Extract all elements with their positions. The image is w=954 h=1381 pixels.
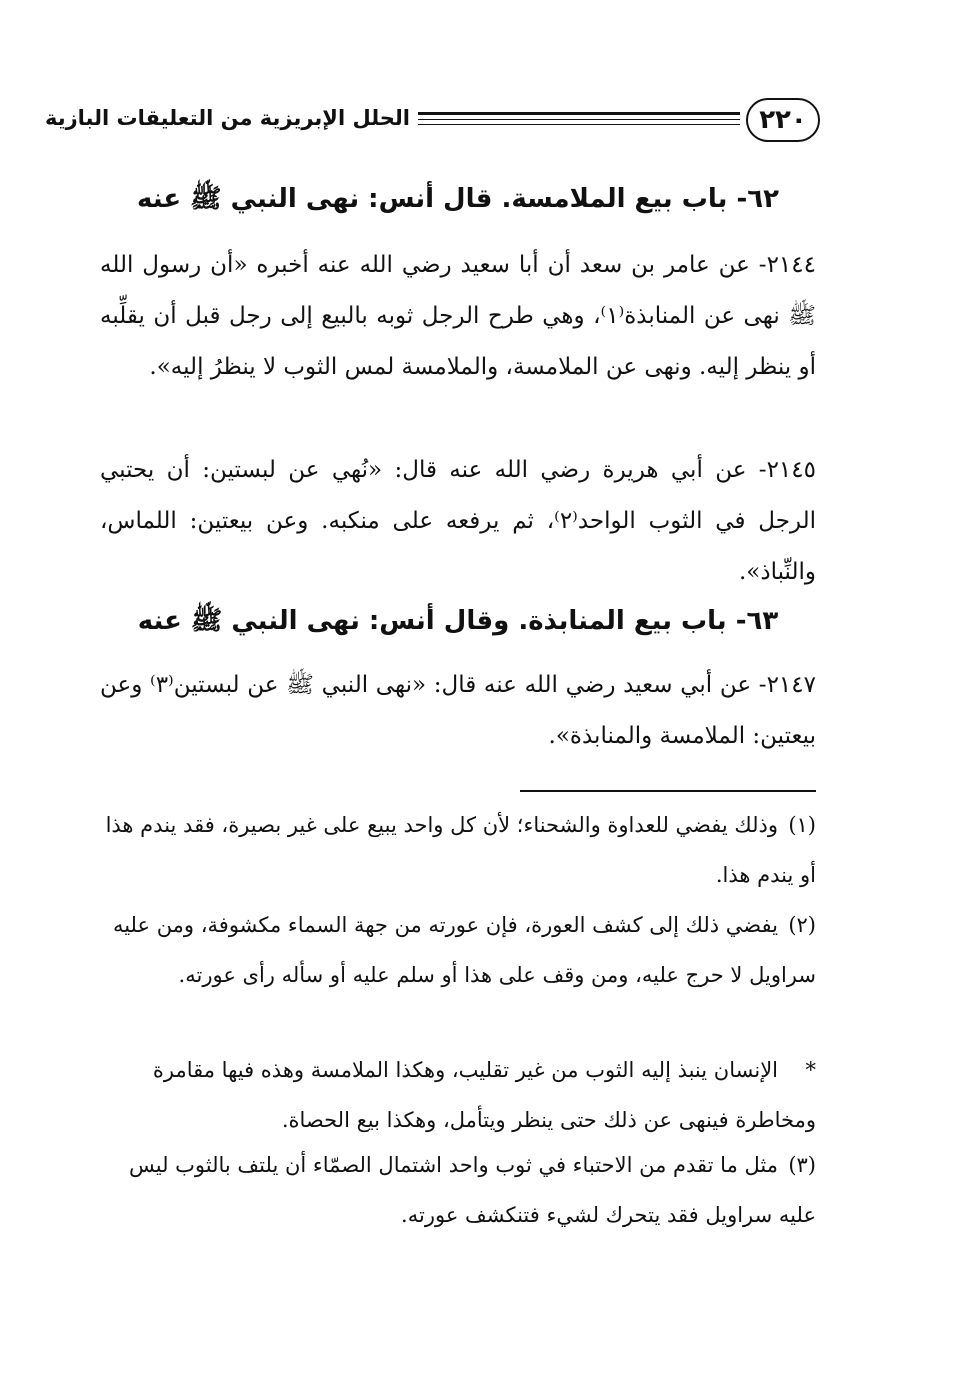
hadith-2147: ٢١٤٧- عن أبي سعيد رضي الله عنه قال: «نهى النبي ﷺ عن لبستين⁽٣⁾ وعن بيعتين: الملامسة والمنابذة». <box>100 672 816 749</box>
footnote-mark: (١) <box>788 813 816 837</box>
header-rule <box>418 124 740 125</box>
page-number: ٢٢٠ <box>746 98 820 142</box>
footnote-text: الإنسان ينبذ إليه الثوب من غير تقليب، وهكذا الملامسة وهذه فيها مقامرة ومخاطرة فينهى عن ذلك حتى ينظر ويتأمل، وهكذا بيع الحصاة. <box>152 1058 816 1132</box>
footnote-mark: * <box>805 1058 816 1082</box>
footnote-1 <box>100 800 816 900</box>
page-header <box>44 98 820 148</box>
footnote-text: مثل ما تقدم من الاحتباء في ثوب واحد اشتمال الصمّاء أن يلتف بالثوب ليس عليه سراويل فقد يتحرك لشيء فتنكشف عورته. <box>128 1153 816 1227</box>
footnote-note <box>100 1045 816 1145</box>
footnote-text: وذلك يفضي للعداوة والشحناء؛ لأن كل واحد يبيع على غير بصيرة، فقد يندم هذا أو يندم هذا. <box>105 813 816 887</box>
footnote-mark: (٢) <box>788 913 816 937</box>
header-rule <box>418 112 740 115</box>
footnote-2 <box>100 900 816 1000</box>
footnote-mark: (٣) <box>788 1153 816 1177</box>
header-rule <box>418 119 740 120</box>
footnote-separator <box>520 790 816 792</box>
hadith-2144: ٢١٤٤- عن عامر بن سعد أن أبا سعيد رضي الله عنه أخبره «أن رسول الله ﷺ نهى عن المنابذة⁽١⁾، وهي طرح الرجل ثوبه بالبيع إلى رجل قبل أن يقلِّبه أو ينظر إليه. ونهى عن الملامسة، والملامسة لمس الثوب لا ينظرُ إليه». <box>100 252 816 380</box>
footnote-text: يفضي ذلك إلى كشف العورة، فإن عورته من جهة السماء مكشوفة، ومن عليه سراويل لا حرج عليه، ومن وقف على هذا أو سلم عليه أو سأله رأى عورته. <box>112 913 816 987</box>
running-title: الحلل الإبريزية من التعليقات البازية <box>44 106 410 130</box>
chapter-heading-62: ٦٢- باب بيع الملامسة. قال أنس: نهى النبي ﷺ عنه <box>136 184 779 214</box>
footnote-3 <box>100 1140 816 1240</box>
hadith-2145: ٢١٤٥- عن أبي هريرة رضي الله عنه قال: «نُهي عن لبستين: أن يحتبي الرجل في الثوب الواحد⁽٢⁾، ثم يرفعه على منكبه. وعن بيعتين: اللماس، والنِّباذ». <box>100 457 816 585</box>
chapter-heading-63: ٦٣- باب بيع المنابذة. وقال أنس: نهى النبي ﷺ عنه <box>137 606 779 636</box>
